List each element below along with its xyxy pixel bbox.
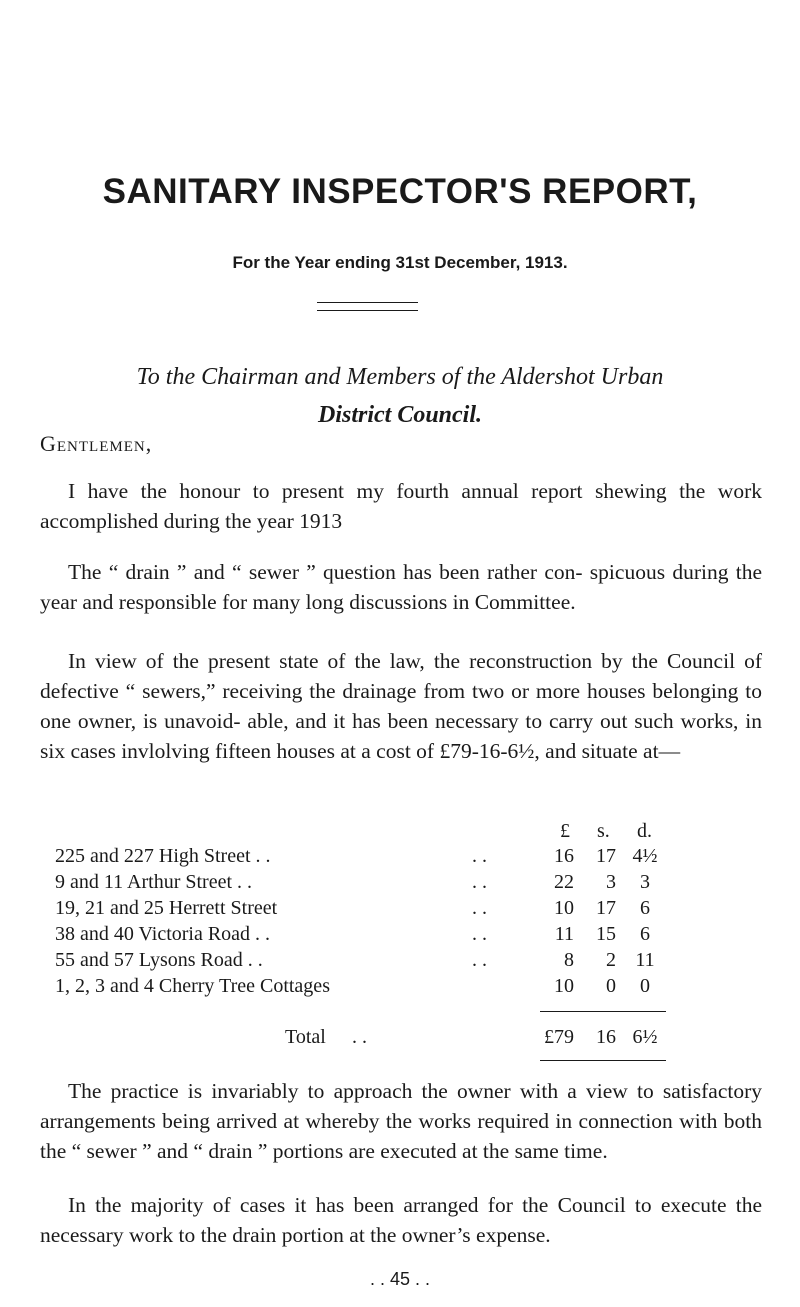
total-rule — [540, 1060, 666, 1061]
row-dots: . . — [472, 949, 487, 971]
shillings-header: s. — [597, 820, 610, 842]
row-pounds: 16 — [554, 845, 574, 867]
report-title: SANITARY INSPECTOR'S REPORT, — [102, 172, 698, 211]
total-pounds: £79 — [544, 1026, 574, 1048]
row-shillings: 2 — [606, 949, 616, 971]
pence-header: d. — [637, 820, 652, 842]
row-pence: 4½ — [632, 845, 658, 867]
row-dots: . . — [472, 845, 487, 867]
row-pounds: 10 — [554, 975, 574, 997]
paragraph-5: In the majority of cases it has been arranged for the Council to execute the necessary work to the drain portion at the owner’s expense. — [40, 1193, 762, 1247]
row-shillings: 17 — [596, 845, 616, 867]
table-row — [0, 871, 800, 899]
row-pounds: 10 — [554, 897, 574, 919]
row-dots: . . — [472, 871, 487, 893]
row-pence: 6 — [640, 897, 650, 919]
paragraph-1: I have the honour to present my fourth annual report shewing the work accomplished during the year 1913 — [40, 479, 762, 533]
total-row — [0, 1026, 800, 1054]
total-pence: 6½ — [632, 1026, 658, 1048]
paragraph-2: The “ drain ” and “ sewer ” question has been rather con- spicuous during the year and responsible for many long discussions in Committee. — [40, 560, 762, 614]
row-address: 38 and 40 Victoria Road . . — [55, 923, 271, 945]
pounds-header: £ — [560, 820, 570, 842]
row-pence: 11 — [635, 949, 655, 971]
report-subtitle: For the Year ending 31st December, 1913. — [232, 253, 568, 272]
table-row — [0, 975, 800, 1003]
row-address: 55 and 57 Lysons Road . . — [55, 949, 263, 971]
row-dots: . . — [472, 923, 487, 945]
table-row — [0, 845, 800, 873]
table-row — [0, 897, 800, 925]
address-line-1: To the Chairman and Members of the Aldershot Urban — [136, 364, 664, 390]
row-address: 9 and 11 Arthur Street . . — [55, 871, 253, 893]
row-shillings: 3 — [606, 871, 616, 893]
row-pounds: 22 — [554, 871, 574, 893]
table-row — [0, 949, 800, 977]
row-pence: 3 — [640, 871, 650, 893]
row-address: 19, 21 and 25 Herrett Street — [55, 897, 278, 919]
row-shillings: 15 — [596, 923, 616, 945]
double-rule-divider — [317, 302, 418, 311]
subtotal-rule — [540, 1011, 666, 1012]
row-shillings: 0 — [606, 975, 616, 997]
paragraph-3: In view of the present state of the law, the reconstruction by the Council of defective “ sewers,” receiving the drainage from two or more houses belonging to one owner, is unavoid- able, and it has been necessary to carry out such works, in six cases invlolving fifteen houses at a cost of £79-16-6½, and situate at— — [40, 649, 762, 763]
row-pounds: 8 — [564, 949, 574, 971]
greeting: Gentlemen, — [40, 431, 153, 456]
table-row — [0, 923, 800, 951]
row-pence: 0 — [640, 975, 650, 997]
page-number: . . 45 . . — [369, 1269, 431, 1289]
total-dots: . . — [352, 1026, 367, 1048]
row-dots: . . — [472, 897, 487, 919]
total-shillings: 16 — [596, 1026, 616, 1048]
row-address: 225 and 227 High Street . . — [55, 845, 271, 867]
paragraph-4: The practice is invariably to approach the owner with a view to satisfactory arrangements being arrived at whereby the works required in connection with both the “ sewer ” and “ drain ” portions are executed at the same time. — [40, 1079, 762, 1163]
row-pounds: 11 — [554, 923, 574, 945]
row-address: 1, 2, 3 and 4 Cherry Tree Cottages — [55, 975, 330, 997]
total-label: Total — [285, 1026, 326, 1048]
row-shillings: 17 — [596, 897, 616, 919]
address-line-2: District Council. — [317, 402, 483, 428]
row-pence: 6 — [640, 923, 650, 945]
